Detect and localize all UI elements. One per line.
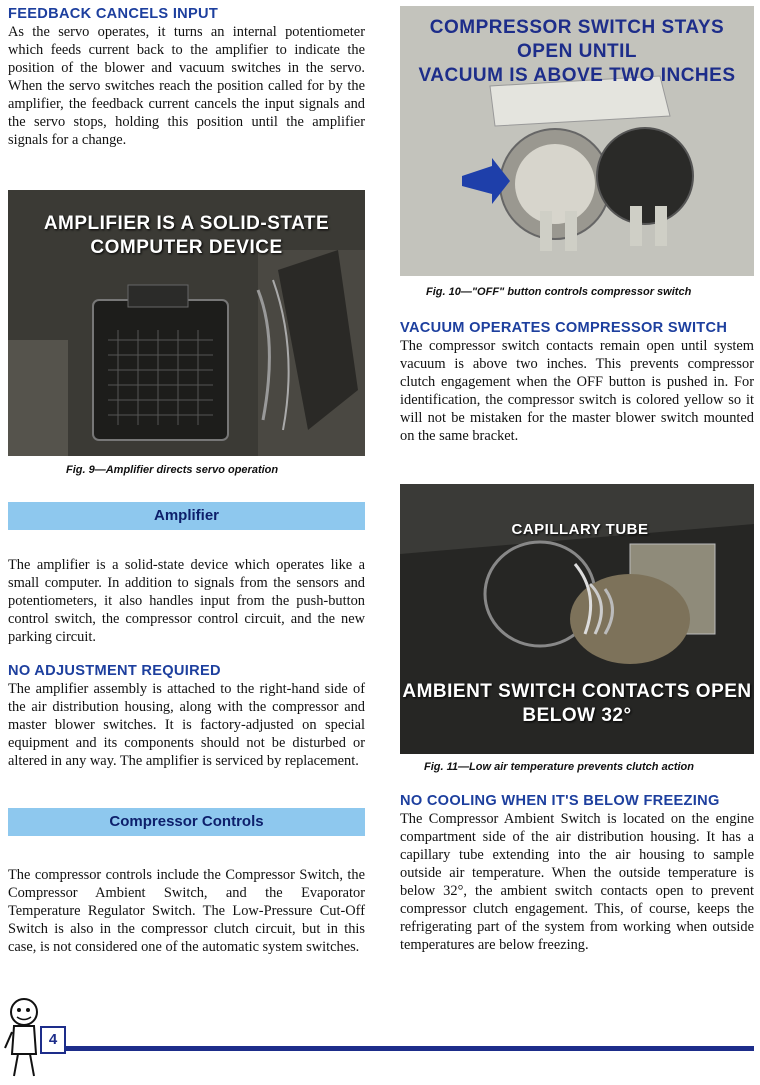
fig10-overlay-line2: VACUUM IS ABOVE TWO INCHES	[418, 65, 736, 86]
no-adjustment-section	[8, 663, 365, 770]
page-number: 4	[40, 1026, 66, 1054]
banner-compressor-controls: Compressor Controls	[8, 808, 365, 836]
amplifier-section	[8, 556, 365, 646]
fig9-overlay-line2: COMPUTER DEVICE	[90, 237, 283, 258]
paragraph-no-adjustment: The amplifier assembly is attached to the right-hand side of the air distribution housing, along with the compressor and master blower switches. It is factory-adjusted on special equipment and its components should not be disturbed or altered in any way. The amplifier is serviced by replacement.	[8, 681, 365, 769]
fig10-caption: Fig. 10—"OFF" button controls compressor switch	[426, 286, 692, 298]
paragraph-feedback: As the servo operates, it turns an internal potentiometer which feeds current back to the amplifier to indicate the position of the blower and vacuum switches in the servo. When the servo switches reach the position called for by the amplifier, the feedback current cancels the input signals and the servo stops, holding this position until the amplifier signals for a change.	[8, 24, 365, 148]
fig11-overlay-line2: BELOW 32°	[522, 705, 632, 726]
fig11-caption: Fig. 11—Low air temperature prevents clutch action	[424, 761, 694, 773]
banner-amplifier: Amplifier	[8, 502, 365, 530]
fig9-overlay-text	[8, 212, 365, 260]
heading-no-adjustment-required: NO ADJUSTMENT REQUIRED	[8, 663, 221, 679]
paragraph-amplifier: The amplifier is a solid-state device which operates like a small computer. In addition to signals from the sensors and potentiometers, it also handles input from the push-button control switch, the compressor control circuit, and the new parking circuit.	[8, 557, 365, 645]
footer-rule	[64, 1046, 754, 1051]
fig9-caption: Fig. 9—Amplifier directs servo operation	[66, 464, 279, 476]
fig11-overlay-line1: AMBIENT SWITCH CONTACTS OPEN	[402, 681, 752, 702]
fig9-photo	[8, 190, 365, 456]
fig11-photo	[400, 484, 754, 754]
fig9-overlay-line1: AMPLIFIER IS A SOLID-STATE	[43, 213, 330, 234]
fig10-overlay-text	[400, 16, 754, 88]
fig10-photo	[400, 6, 754, 276]
heading-feedback-cancels-input: FEEDBACK CANCELS INPUT	[8, 6, 219, 22]
paragraph-compressor-controls: The compressor controls include the Compressor Switch, the Compressor Ambient Switch, and the Evaporator Temperature Regulator Switch. The Low-Pressure Cut-Off Switch is also in the compressor clutch circuit, but in this case, is not considered one of the automatic system switches.	[8, 867, 365, 955]
paragraph-vacuum: The compressor switch contacts remain open until system vacuum is above two inches. This prevents compressor clutch engagement when the OFF button is pushed in. For identification, the compressor switch is colored yellow so it will not be mistaken for the master blower switch mounted on the same bracket.	[400, 338, 754, 444]
fig11-label: CAPILLARY TUBE	[511, 521, 649, 538]
left-column	[8, 6, 365, 149]
mascot-illustration	[4, 996, 44, 1080]
heading-vacuum-operates-compressor-switch: VACUUM OPERATES COMPRESSOR SWITCH	[400, 320, 728, 336]
vacuum-section	[400, 320, 754, 445]
no-cooling-section	[400, 793, 754, 954]
compressor-controls-section	[8, 866, 365, 956]
heading-no-cooling-below-freezing: NO COOLING WHEN IT'S BELOW FREEZING	[400, 793, 720, 809]
fig10-overlay-line1: COMPRESSOR SWITCH STAYS OPEN UNTIL	[429, 17, 725, 62]
paragraph-no-cooling: The Compressor Ambient Switch is located on the engine compartment side of the air distribution housing. It has a capillary tube extending into the air housing to sample outside air temperature. When the outside temperature is below 32°, the ambient switch contacts open to prevent compressor clutch engagement. This, of course, keeps the refrigerating part of the system from working when outside temperatures are below freezing.	[400, 811, 754, 953]
fig11-overlay-text	[400, 680, 754, 728]
